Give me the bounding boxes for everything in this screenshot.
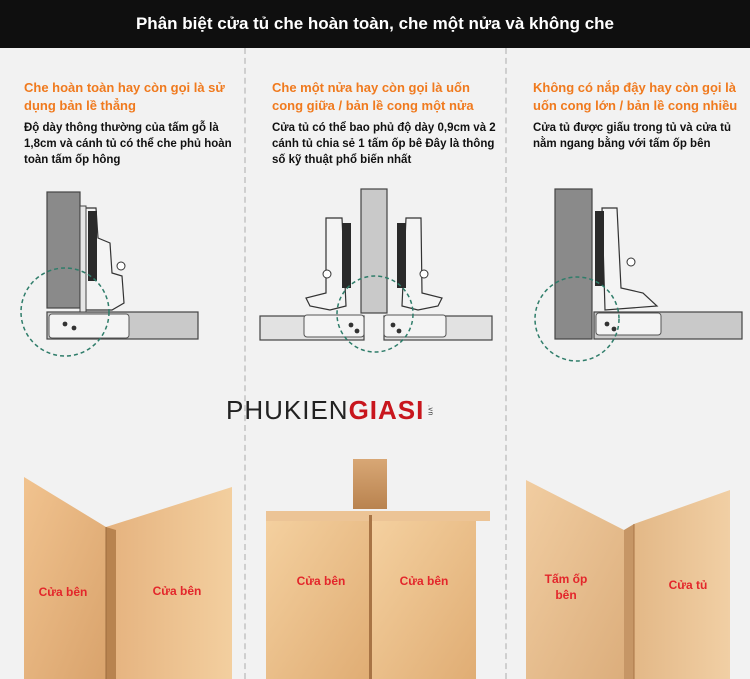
column-description: Độ dày thông thường của tấm gỗ là 1,8cm và cánh tủ có thể che phủ hoàn toàn tấm ốp hông [24, 122, 232, 166]
label-side-panel: Tấm ốp bên [544, 572, 588, 602]
page-title: Phân biệt cửa tủ che hoàn toàn, che một nửa và không che [0, 0, 750, 48]
column-full-overlay [0, 48, 244, 398]
column-inset [507, 48, 750, 398]
hinge-diagram-full-overlay [0, 48, 244, 398]
hinge-diagram-inset [507, 48, 750, 398]
wood-corner-full-overlay [20, 465, 235, 679]
label-side-door: Cửa bên [152, 584, 202, 598]
column-title: Che hoàn toàn hay còn gọi là sử dụng bản lề thẳng [24, 80, 225, 113]
label-side-door: Cửa bên [296, 574, 346, 588]
column-description: Cửa tủ được giấu trong tủ và cửa tủ nằm ngang bằng với tấm ốp bên [533, 122, 732, 150]
column-title: Che một nửa hay còn gọi là uốn cong giữa / bản lề cong một nửa [272, 80, 474, 113]
logo-text-part1: PHUKIEN [226, 394, 349, 425]
label-side-door: Cửa bên [399, 574, 449, 588]
logo-text-part2: GIASI [348, 394, 425, 425]
brand-logo [226, 393, 433, 427]
column-description: Cửa tủ có thể bao phủ độ dày 0,9cm và 2 cánh tủ chia sẻ 1 tấm ốp bê Đây là thông số kỹ thuật phổ biến nhất [272, 122, 496, 166]
hinge-diagram-half-overlay [246, 48, 505, 398]
label-cabinet-door: Cửa tủ [668, 578, 708, 592]
label-side-door: Cửa bên [38, 585, 88, 599]
column-title: Không có nắp đậy hay còn gọi là uốn cong lớn / bản lề cong nhiều [533, 80, 738, 113]
wood-corner-half-overlay [262, 455, 490, 679]
logo-suffix: .vn [426, 404, 434, 416]
column-half-overlay [246, 48, 505, 398]
